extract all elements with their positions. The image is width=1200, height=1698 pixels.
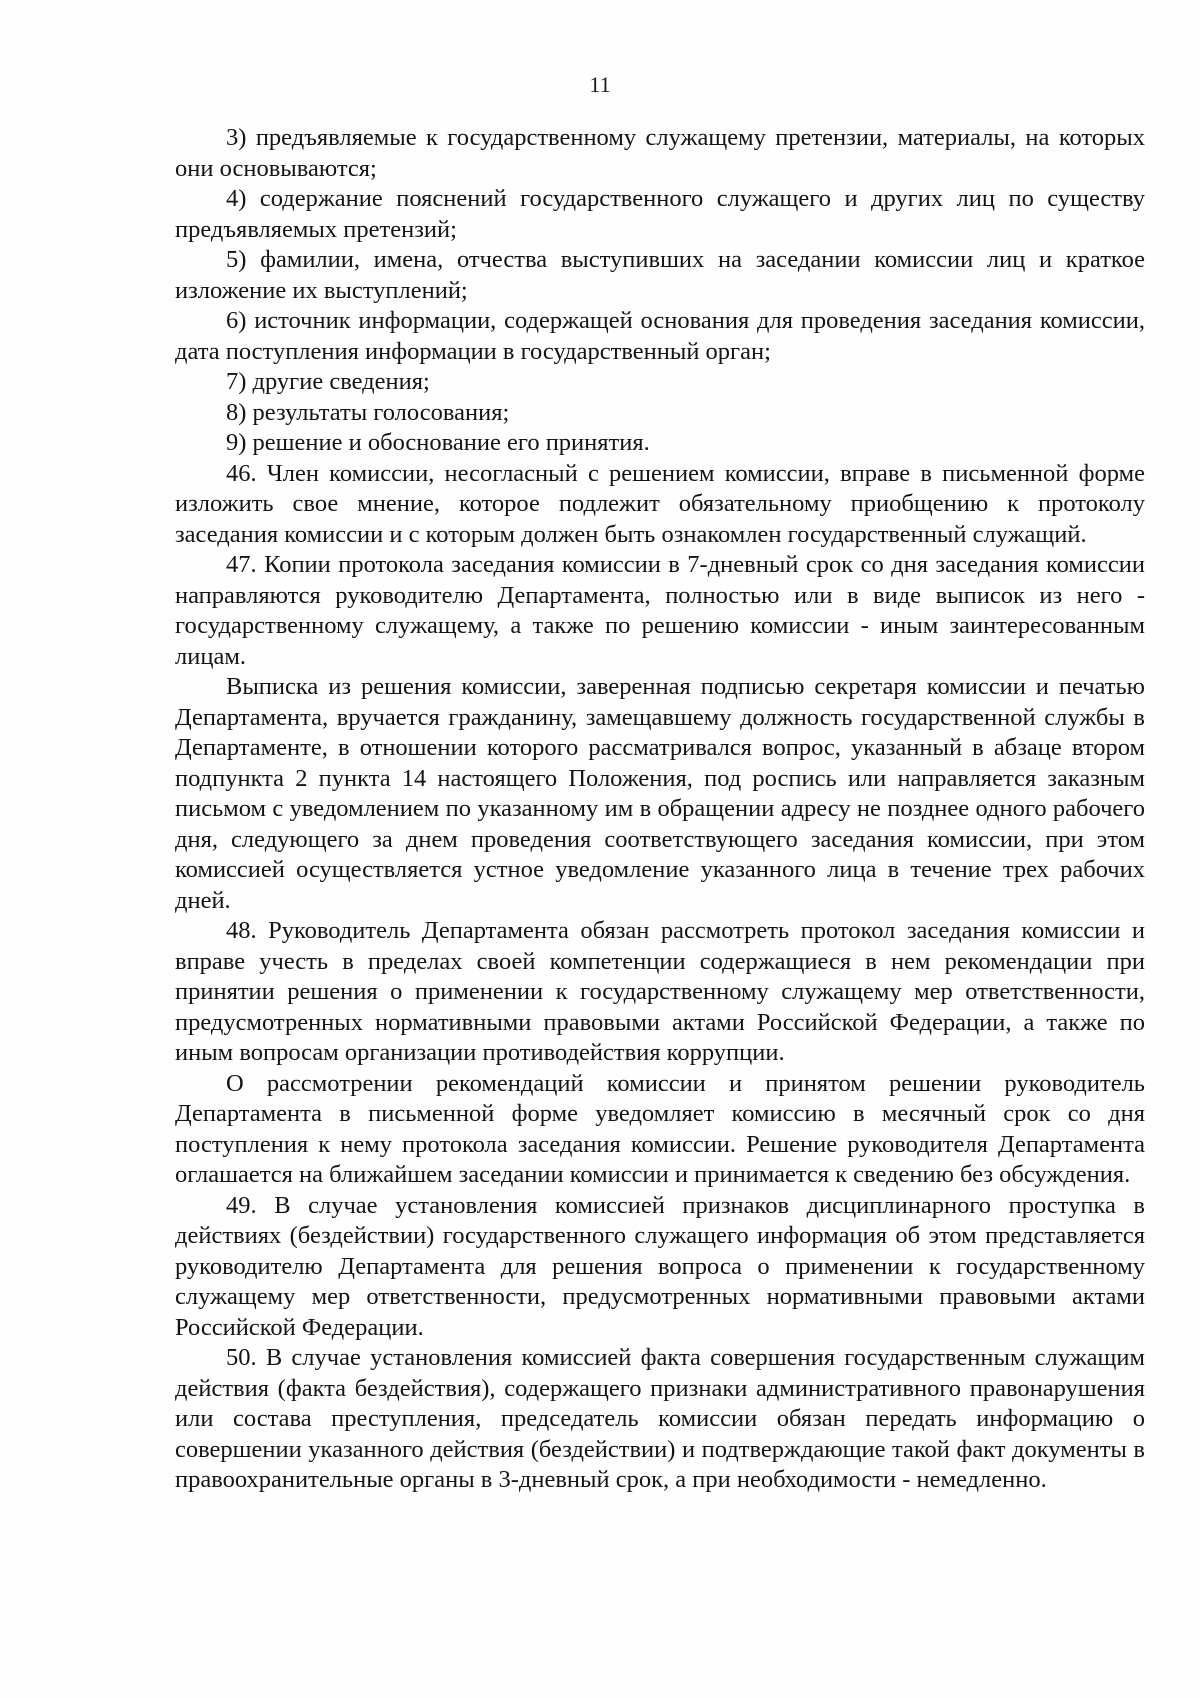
paragraph-item-7: 7) другие сведения; xyxy=(226,368,430,395)
paragraph-50: 50. В случае установления комиссией факта совершения государственным служащим действия (факта бездействия), содержащего признаки административного правонарушения или состава преступления, председатель комиссии обязан передать информацию о совершении указанного действия (бездействии) и подтверждающие такой факт документы в правоохранительные органы в 3-дневный срок, а при необходимости - немедленно. xyxy=(175,1344,1145,1493)
paragraph-item-6: 6) источник информации, содержащей основания для проведения заседания комиссии, дата поступления информации в государственный орган; xyxy=(175,307,1145,365)
paragraph-48-decision: О рассмотрении рекомендаций комиссии и принятом решении руководитель Департамента в письменной форме уведомляет комиссию в месячный срок со дня поступления к нему протокола заседания комиссии. Решение руководителя Департамента оглашается на ближайшем заседании комиссии и принимается к сведению без обсуждения. xyxy=(175,1069,1145,1188)
paragraph-47: 47. Копии протокола заседания комиссии в 7-дневный срок со дня заседания комиссии направляются руководителю Департамента, полностью или в виде выписок из него - государственному служащему, а также по решению комиссии - иным заинтересованным лицам. xyxy=(175,551,1145,670)
paragraph-item-5: 5) фамилии, имена, отчества выступивших на заседании комиссии лиц и краткое изложение их выступлений; xyxy=(175,246,1145,304)
paragraph-item-3: 3) предъявляемые к государственному служащему претензии, материалы, на которых они основываются; xyxy=(175,124,1145,182)
paragraph-item-4: 4) содержание пояснений государственного служащего и других лиц по существу предъявляемых претензий; xyxy=(175,185,1145,243)
paragraph-item-9: 9) решение и обоснование его принятия. xyxy=(226,429,650,456)
page-number: 11 xyxy=(589,72,611,97)
paragraph-item-8: 8) результаты голосования; xyxy=(226,398,510,426)
paragraph-48: 48. Руководитель Департамента обязан рассмотреть протокол заседания комиссии и вправе учесть в пределах своей компетенции содержащиеся в нем рекомендации при принятии решения о применении к государственному служащему мер ответственности, предусмотренных нормативными правовыми актами Российской Федерации, а также по иным вопросам организации противодействия коррупции. xyxy=(175,917,1145,1066)
paragraph-49: 49. В случае установления комиссией признаков дисциплинарного проступка в действиях (бездействии) государственного служащего информация об этом представляется руководителю Департамента для решения вопроса о применении к государственному служащему мер ответственности, предусмотренных нормативными правовыми актами Российской Федерации. xyxy=(175,1191,1145,1341)
document-body xyxy=(175,123,1145,1496)
paragraph-46: 46. Член комиссии, несогласный с решением комиссии, вправе в письменной форме изложить свое мнение, которое подлежит обязательному приобщению к протоколу заседания комиссии и с которым должен быть ознакомлен государственный служащий. xyxy=(175,459,1145,548)
paragraph-47-extract: Выписка из решения комиссии, заверенная подписью секретаря комиссии и печатью Департамента, вручается гражданину, замещавшему должность государственной службы в Департаменте, в отношении которого рассматривался вопрос, указанный в абзаце втором подпункта 2 пункта 14 настоящего Положения, под роспись или направляется заказным письмом с уведомлением по указанному им в обращении адресу не позднее одного рабочего дня, следующего за днем проведения соответствующего заседания комиссии, при этом комиссией осуществляется устное уведомление указанного лица в течение трех рабочих дней. xyxy=(175,673,1145,914)
